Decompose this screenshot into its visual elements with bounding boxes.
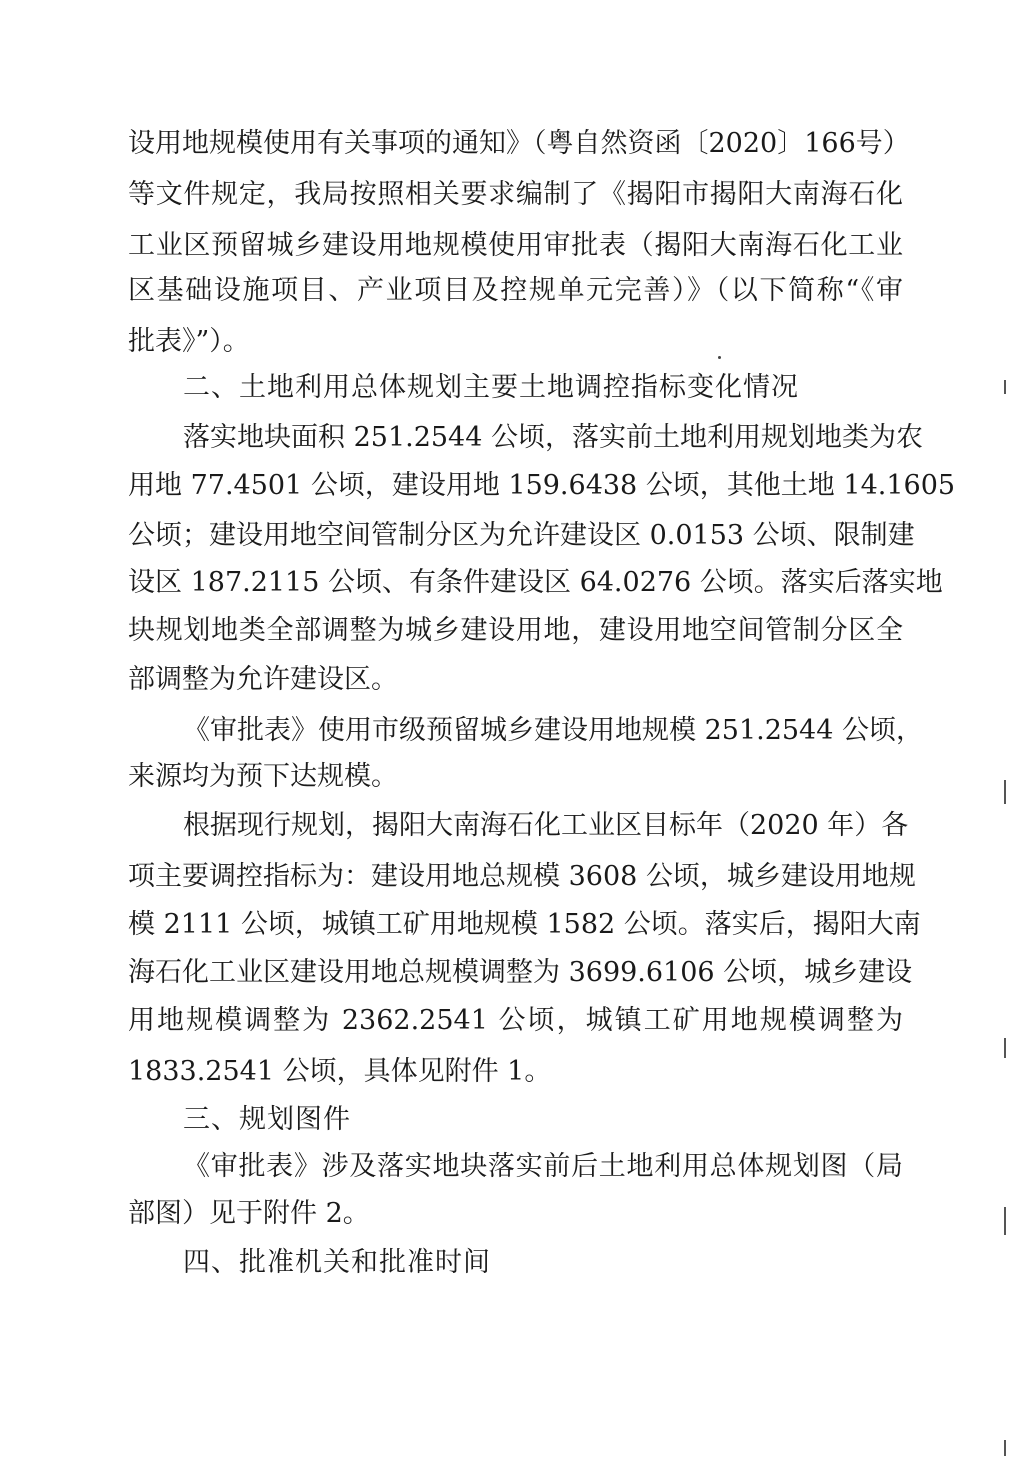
scan-artifact-mark	[1004, 1038, 1006, 1058]
paragraph-2-line-4: 设区 187.2115 公顷、有条件建设区 64.0276 公顷。落实后落实地	[128, 567, 943, 598]
section-4-heading: 四、批准机关和批准时间	[183, 1247, 491, 1278]
paragraph-4-line-5: 用地规模调整为 2362.2541 公顷，城镇工矿用地规模调整为	[128, 1005, 903, 1036]
paragraph-2-line-1: 落实地块面积 251.2544 公顷，落实前土地利用规划地类为农	[183, 422, 923, 453]
paragraph-3-line-2: 来源均为预下达规模。	[128, 761, 398, 792]
section-3-heading: 三、规划图件	[183, 1104, 351, 1135]
paragraph-2-line-2: 用地 77.4501 公顷，建设用地 159.6438 公顷，其他土地 14.1605	[128, 470, 956, 501]
paragraph-5-line-1: 《审批表》涉及落实地块落实前后土地利用总体规划图（局	[183, 1151, 903, 1182]
scan-artifact-dot	[718, 356, 721, 359]
scan-artifact-mark	[1004, 1440, 1006, 1456]
paragraph-2-line-6: 部调整为允许建设区。	[128, 664, 398, 695]
paragraph-4-line-1: 根据现行规划，揭阳大南海石化工业区目标年（2020 年）各	[183, 810, 909, 841]
paragraph-3-line-1: 《审批表》使用市级预留城乡建设用地规模 251.2544 公顷，	[183, 715, 923, 746]
paragraph-1-line-1: 设用地规模使用有关事项的通知》（粤自然资函〔2020〕166号）	[128, 128, 910, 159]
section-2-heading: 二、土地利用总体规划主要土地调控指标变化情况	[183, 372, 799, 403]
paragraph-1-line-4: 区基础设施项目、产业项目及控规单元完善）》（以下简称“《审	[128, 275, 903, 306]
paragraph-1-line-2: 等文件规定，我局按照相关要求编制了《揭阳市揭阳大南海石化	[128, 179, 903, 210]
paragraph-4-line-6: 1833.2541 公顷，具体见附件 1。	[128, 1056, 552, 1087]
scan-artifact-mark	[1004, 380, 1006, 394]
paragraph-4-line-4: 海石化工业区建设用地总规模调整为 3699.6106 公顷，城乡建设	[128, 957, 913, 988]
paragraph-1-line-5: 批表》”）。	[128, 326, 250, 357]
paragraph-1-line-3: 工业区预留城乡建设用地规模使用审批表（揭阳大南海石化工业	[128, 230, 903, 261]
scan-artifact-mark	[1004, 1207, 1006, 1235]
paragraph-4-line-2: 项主要调控指标为：建设用地总规模 3608 公顷，城乡建设用地规	[128, 861, 916, 892]
paragraph-5-line-2: 部图）见于附件 2。	[128, 1198, 370, 1229]
scan-artifact-mark	[1004, 780, 1006, 804]
paragraph-4-line-3: 模 2111 公顷，城镇工矿用地规模 1582 公顷。落实后，揭阳大南	[128, 909, 921, 940]
paragraph-2-line-5: 块规划地类全部调整为城乡建设用地，建设用地空间管制分区全	[128, 615, 903, 646]
paragraph-2-line-3: 公顷；建设用地空间管制分区为允许建设区 0.0153 公顷、限制建	[128, 520, 915, 551]
